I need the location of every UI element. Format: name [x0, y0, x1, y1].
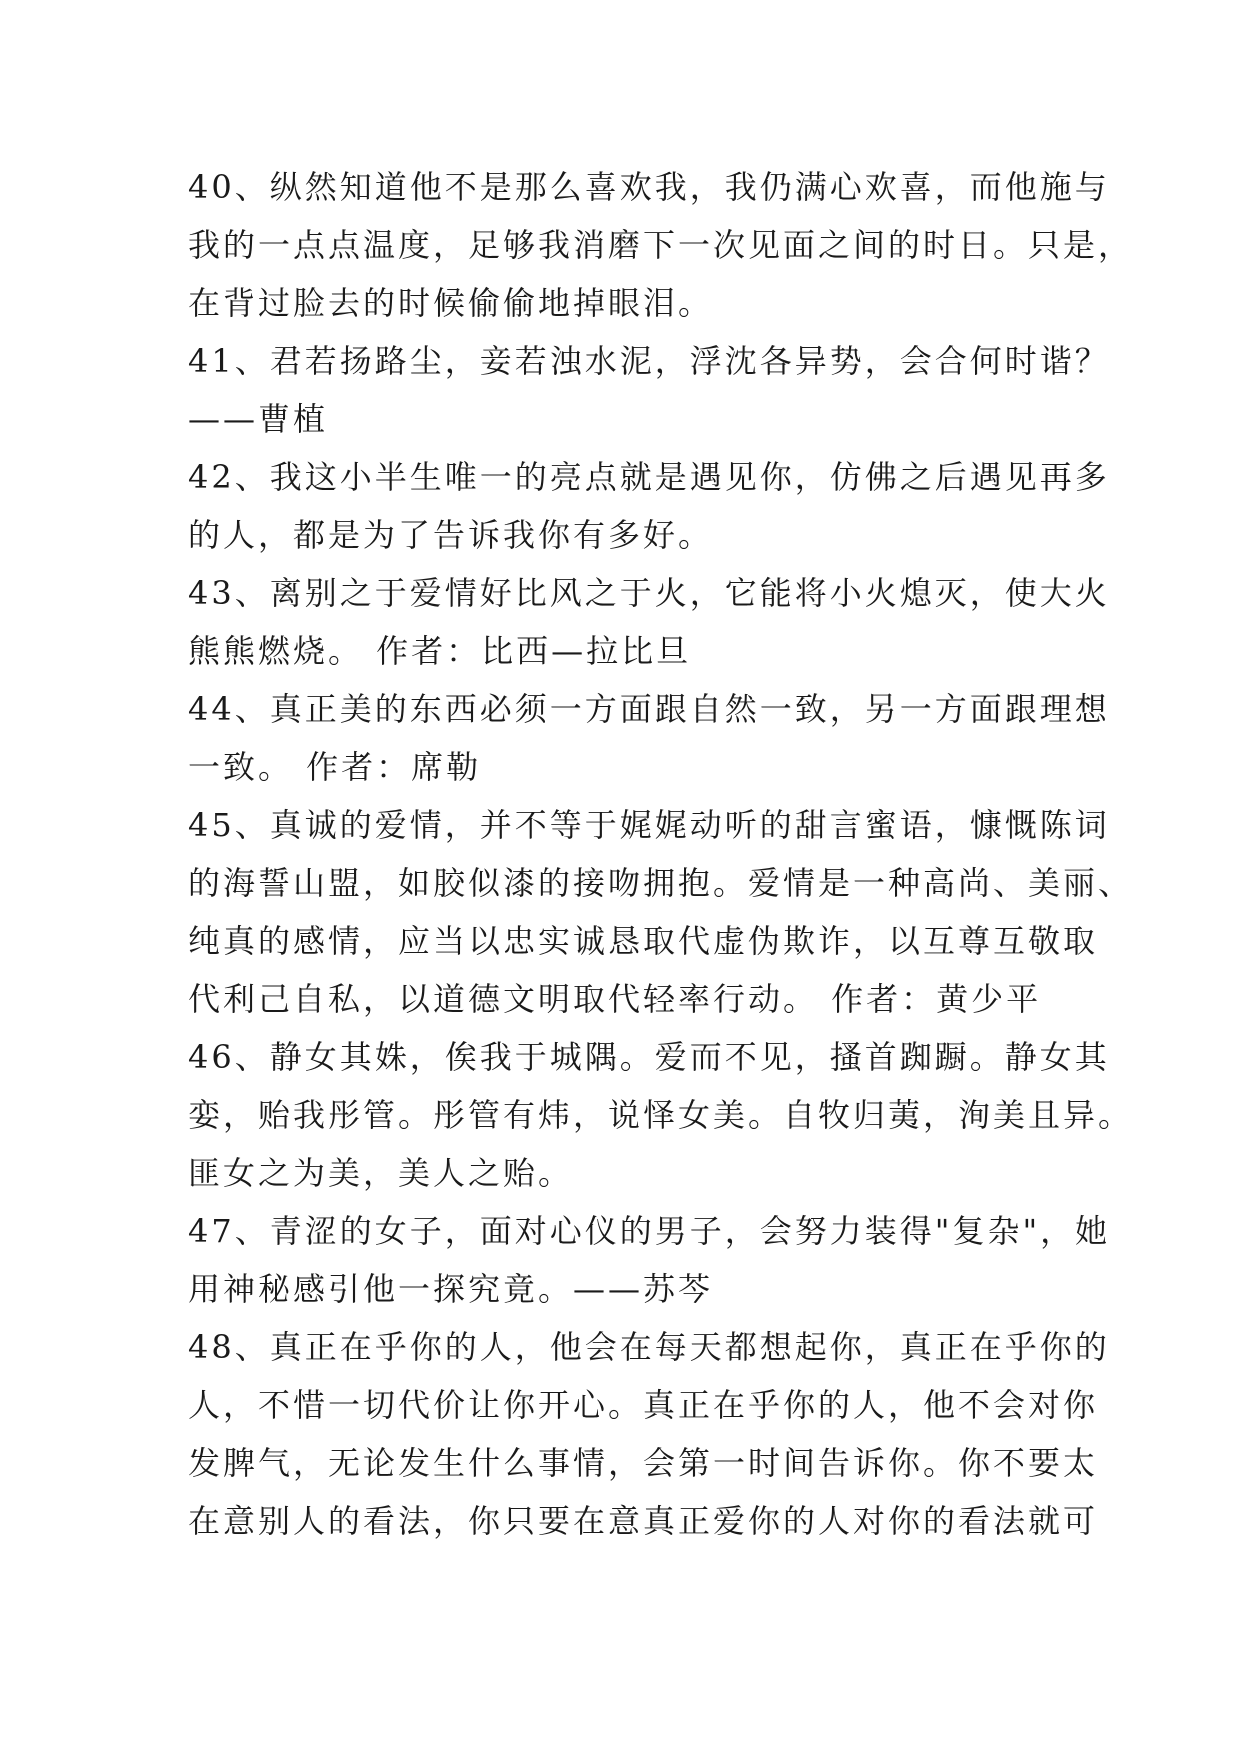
text-line: 48、真正在乎你的人，他会在每天都想起你，真正在乎你的 [188, 1328, 1110, 1366]
text-line: 在意别人的看法，你只要在意真正爱你的人对你的看法就可 [188, 1502, 1099, 1540]
text-line: 匪女之为美，美人之贻。 [188, 1154, 574, 1192]
text-line: 我的一点点温度，足够我消磨下一次见面之间的时日。只是， [188, 226, 1134, 264]
text-line: 45、真诚的爱情，并不等于娓娓动听的甜言蜜语，慷慨陈词 [188, 806, 1110, 844]
text-line: 发脾气，无论发生什么事情，会第一时间告诉你。你不要太 [188, 1444, 1099, 1482]
text-line: 44、真正美的东西必须一方面跟自然一致，另一方面跟理想 [188, 690, 1110, 728]
text-line: 在背过脸去的时候偷偷地掉眼泪。 [188, 284, 714, 322]
text-line: 46、静女其姝，俟我于城隅。爱而不见，搔首踟蹰。静女其 [188, 1038, 1110, 1076]
text-line: 的人，都是为了告诉我你有多好。 [188, 516, 714, 554]
text-line: 一致。 作者：席勒 [188, 748, 482, 786]
text-line: 纯真的感情，应当以忠实诚恳取代虚伪欺诈，以互尊互敬取 [188, 922, 1099, 960]
text-line: 人，不惜一切代价让你开心。真正在乎你的人，他不会对你 [188, 1386, 1099, 1424]
text-line: 43、离别之于爱情好比风之于火，它能将小火熄灭，使大火 [188, 574, 1110, 612]
text-line: 熊熊燃烧。 作者：比西—拉比旦 [188, 632, 692, 670]
text-line: 代利己自私，以道德文明取代轻率行动。 作者：黄少平 [188, 980, 1042, 1018]
text-line: 用神秘感引他一探究竟。——苏芩 [188, 1270, 714, 1308]
text-line: 40、纵然知道他不是那么喜欢我，我仍满心欢喜，而他施与 [188, 168, 1110, 206]
text-line: 41、君若扬路尘，妾若浊水泥，浮沈各异势，会合何时谐？ [188, 342, 1110, 380]
text-line: 47、青涩的女子，面对心仪的男子，会努力装得"复杂"，她 [188, 1212, 1111, 1250]
text-line: 42、我这小半生唯一的亮点就是遇见你，仿佛之后遇见再多 [188, 458, 1110, 496]
document-body [188, 158, 1134, 1550]
text-line: 娈，贻我彤管。彤管有炜，说怿女美。自牧归荑，洵美且异。 [188, 1096, 1134, 1134]
text-line: ——曹植 [188, 400, 329, 438]
text-line: 的海誓山盟，如胶似漆的接吻拥抱。爱情是一种高尚、美丽、 [188, 864, 1134, 902]
